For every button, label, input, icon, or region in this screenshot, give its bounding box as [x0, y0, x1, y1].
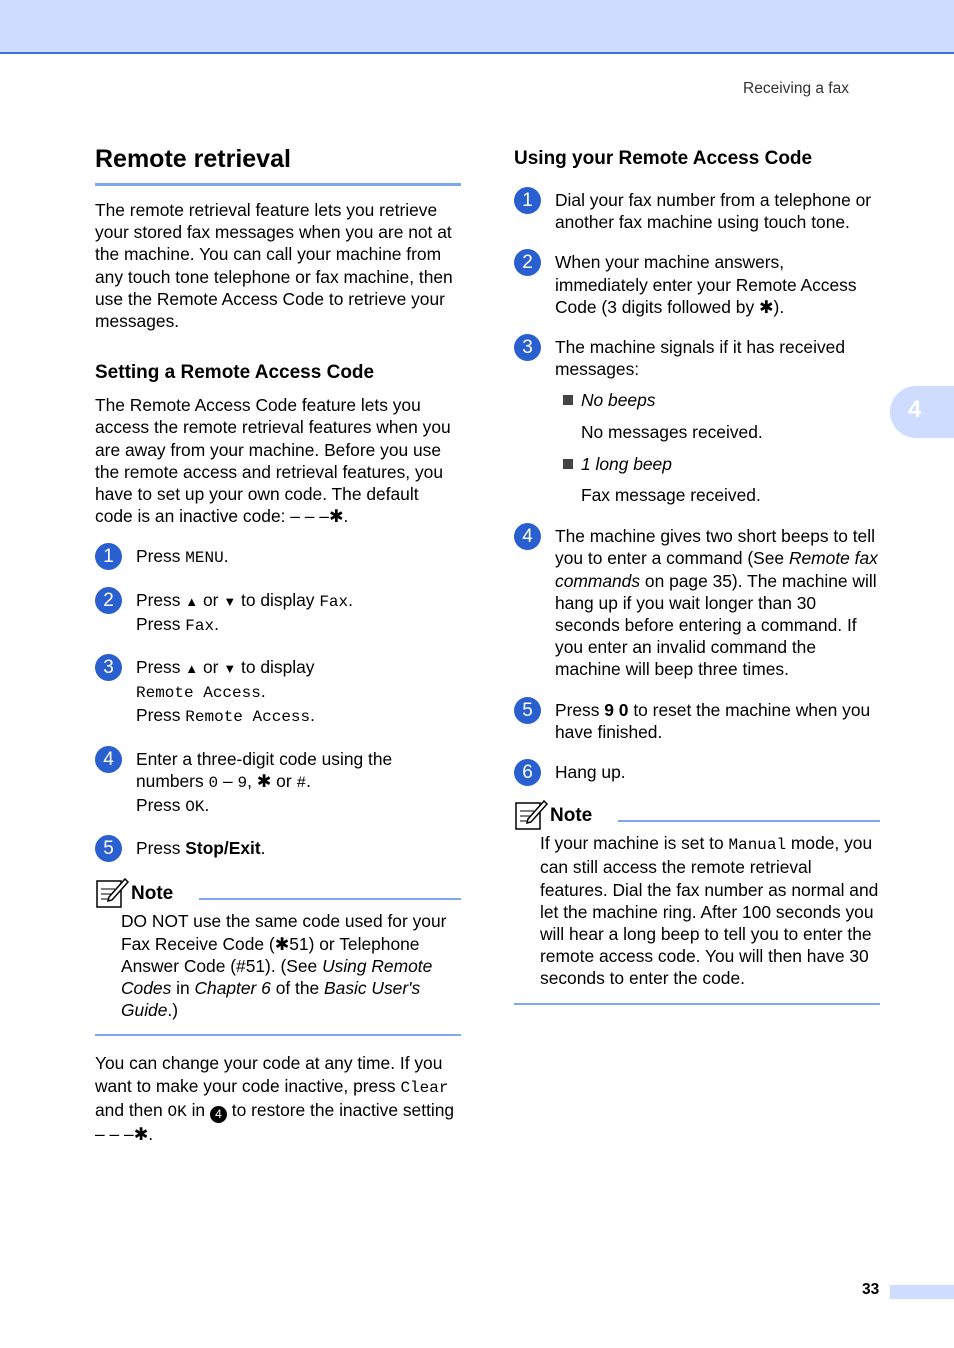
section-title: Remote retrieval [95, 143, 461, 186]
bullet-square-icon [563, 459, 573, 469]
left-step-1: 1 Press MENU. [95, 545, 461, 569]
step-number-icon: 2 [95, 587, 122, 614]
using-heading: Using your Remote Access Code [514, 148, 813, 169]
setting-paragraph: The Remote Access Code feature lets you access the remote retrieval features when you are away from your machine. Before you use the remote access and retrieval features, you have to set up your own code. The default code is an inactive code: – – –✱. [95, 395, 451, 527]
setting-heading: Setting a Remote Access Code [95, 362, 375, 384]
running-header: Receiving a fax [743, 80, 849, 97]
pencil-icon [95, 875, 129, 909]
right-step-5: 5 Press 9 0 to reset the machine when you have finished. [514, 699, 880, 743]
pencil-icon [514, 797, 548, 831]
down-arrow-icon: ▼ [223, 661, 237, 677]
up-arrow-icon: ▲ [185, 661, 199, 677]
down-arrow-icon: ▼ [223, 593, 237, 609]
signal-description: No messages received. [581, 421, 763, 442]
chapter-number: 4 [908, 396, 922, 423]
left-column [95, 143, 461, 1145]
right-step-3: 3 The machine signals if it has received messages: No beeps No messages received. 1 long beep Fax message received. [514, 336, 880, 506]
note-text: DO NOT use the same code used for your Fax Receive Code (✱51) or Telephone Answer Code (#51). (See Using Remote Codes in Chapter 6 of the Basic User's Guide.) [121, 911, 447, 1021]
left-step-5: 5 Press Stop/Exit. [95, 837, 461, 859]
note-title: Note [131, 883, 174, 905]
right-note [514, 797, 880, 1004]
top-band [0, 0, 954, 54]
step-number-icon: 5 [95, 835, 122, 862]
bullet-square-icon [563, 395, 573, 405]
right-step-1: 1 Dial your fax number from a telephone or another fax machine using touch tone. [514, 189, 880, 233]
step-number-icon: 5 [514, 697, 541, 724]
up-arrow-icon: ▲ [185, 593, 199, 609]
step-reference-icon: 4 [210, 1106, 227, 1123]
right-step-2: 2 When your machine answers, immediately enter your Remote Access Code (3 digits followed by ✱). [514, 251, 880, 318]
signal-item: 1 long beep [561, 453, 880, 475]
step-number-icon: 6 [514, 759, 541, 786]
intro-paragraph: The remote retrieval feature lets you retrieve your stored fax messages when you are not at the machine. You can call your machine from any touch tone telephone or fax machine, then use the Remote Access Code to retrieve your messages. [95, 200, 453, 332]
left-note [95, 875, 461, 1036]
step-number-icon: 4 [514, 523, 541, 550]
left-step-4: 4 Enter a three-digit code using the numbers 0 – 9, ✱ or #. Press OK. [95, 748, 461, 819]
signal-description: Fax message received. [581, 485, 761, 506]
step-number-icon: 1 [514, 187, 541, 214]
page-number: 33 [862, 1281, 880, 1298]
step-number-icon: 3 [95, 654, 122, 681]
note-text: If your machine is set to Manual mode, you can still access the remote retrieval features. Dial the fax number as normal and let the machine ring. After 100 seconds you will hear a long beep to tell you to enter the remote access code. You will then have 30 seconds to enter the code. [540, 833, 879, 989]
chapter-tab [890, 386, 954, 438]
right-step-4: 4 The machine gives two short beeps to tell you to enter a command (See Remote fax commands on page 35). The machine will hang up if you wait longer than 30 seconds before entering a command. If you enter an invalid command the machine will beep three times. [514, 525, 880, 680]
signal-item: No beeps [561, 389, 880, 411]
note-title: Note [550, 805, 593, 827]
step-number-icon: 2 [514, 249, 541, 276]
left-step-3: 3 Press ▲ or ▼ to display Remote Access. Press Remote Access. [95, 656, 461, 729]
page-bar [890, 1285, 954, 1299]
step-number-icon: 1 [95, 543, 122, 570]
right-step-6: 6 Hang up. [514, 761, 880, 783]
left-step-2: 2 Press ▲ or ▼ to display Fax. Press Fax. [95, 589, 461, 637]
step-number-icon: 3 [514, 334, 541, 361]
step-number-icon: 4 [95, 746, 122, 773]
change-paragraph: You can change your code at any time. If you want to make your code inactive, press Clear and then OK in 4 to restore the inactive setting – – –✱. [95, 1053, 455, 1145]
right-column [514, 143, 880, 1005]
